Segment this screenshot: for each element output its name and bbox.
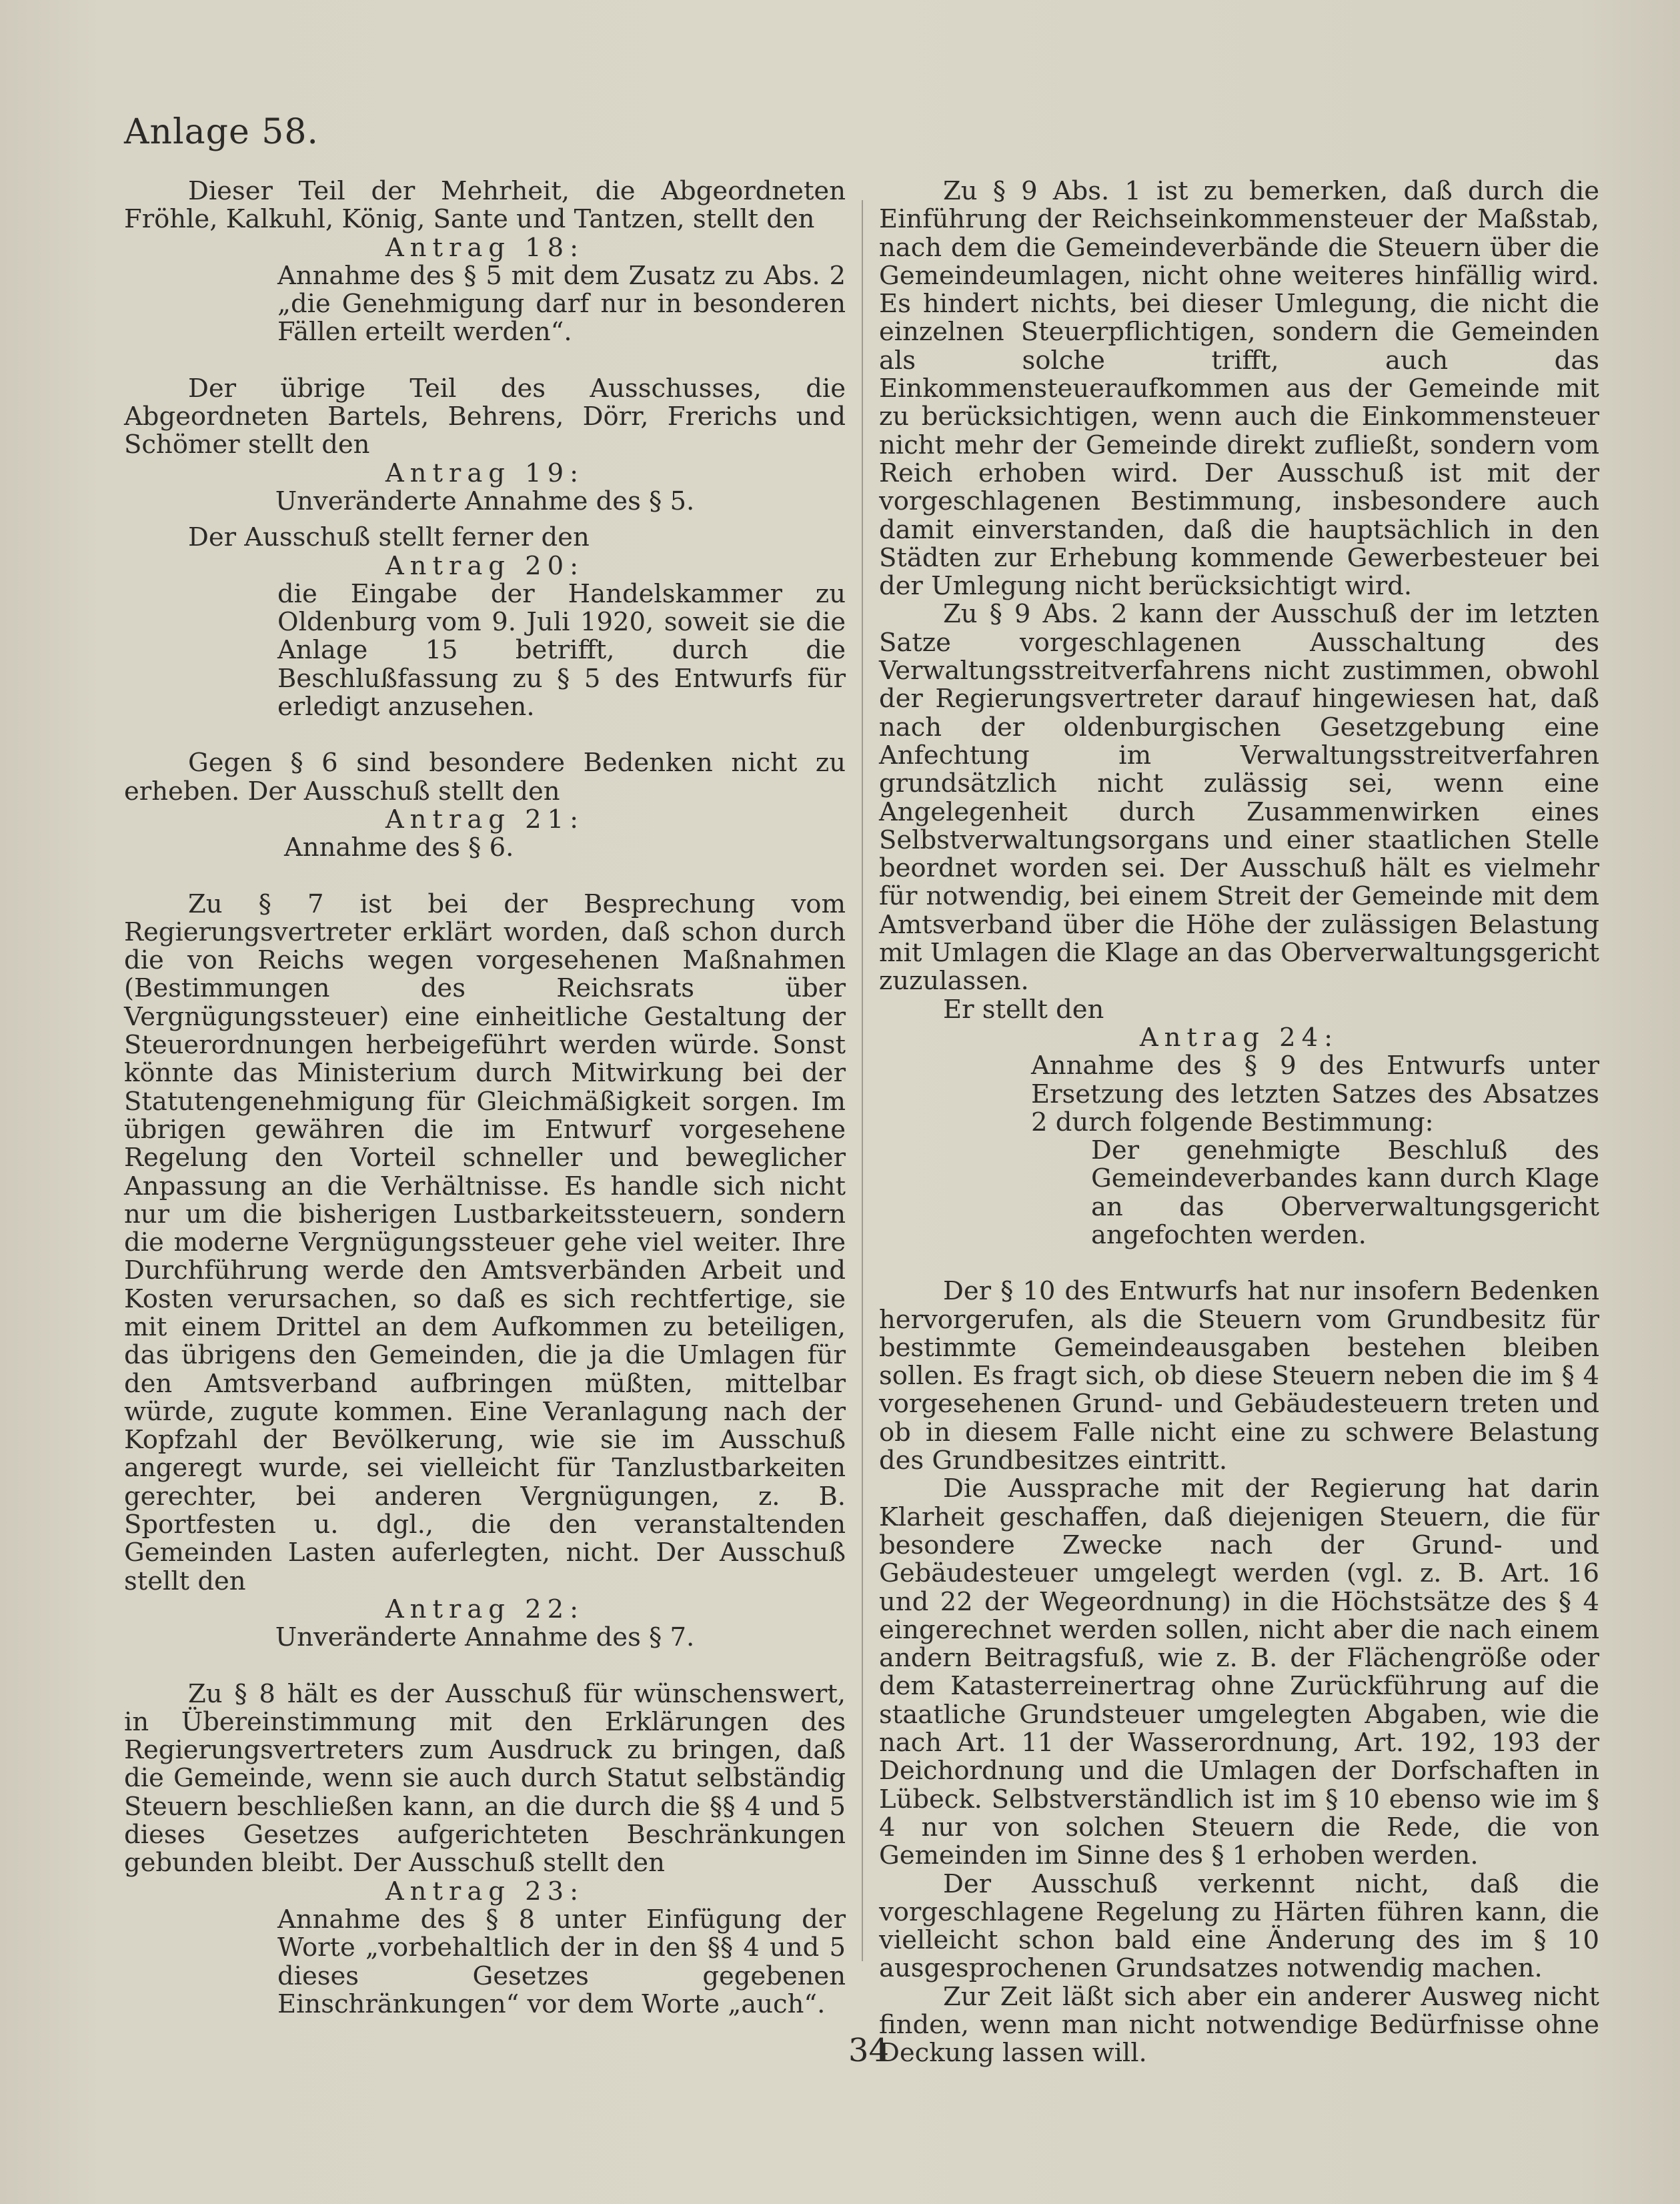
paragraph: Dieser Teil der Mehrheit, die Abgeordneten Fröhle, Kalkuhl, König, Sante und Tantzen, stellt den bbox=[124, 176, 846, 235]
antrag-text: Annahme des § 6. bbox=[284, 833, 514, 863]
antrag-text: die Eingabe der Handelskammer zu Oldenburg vom 9. Juli 1920, soweit sie die Anlage 15 betrifft, durch die Beschlußfassung zu § 5 des Entwurfs für erledigt anzusehen. bbox=[277, 578, 846, 722]
antrag-text: Unveränderte Annahme des § 5. bbox=[275, 486, 695, 516]
antrag-heading: Antrag 23: bbox=[385, 1876, 585, 1906]
page-number: 34 bbox=[848, 2032, 890, 2069]
antrag-text: Annahme des § 8 unter Einfügung der Worte „vorbehaltlich der in den §§ 4 und 5 dieses Gesetzes gegebenen Einschränkungen“ vor dem Worte „auch“. bbox=[277, 1904, 846, 2019]
antrag-text: Annahme des § 5 mit dem Zusatz zu Abs. 2 „die Genehmigung darf nur in besonderen Fällen erteilt werden“. bbox=[277, 260, 846, 348]
paragraph: Zu § 9 Abs. 2 kann der Ausschuß der im letzten Satze vorgeschlagenen Ausschaltung des Verwaltungsstreitverfahrens nicht zustimmen, obwohl der Regierungsvertreter darauf hingewiesen hat, daß nach der oldenburgischen Gesetzgebung eine Anfechtung im Verwaltungsstreitverfahren grundsätzlich nicht zulässig sei, wenn eine Angelegenheit durch Zusammenwirken eines Selbstverwaltungsorgans und einer staatlichen Stelle beordnet worden sei. Der Ausschuß hält es vielmehr für notwendig, bei einem Streit der Gemeinde mit dem Amtsverband über die Höhe der zulässigen Belastung mit Umlagen die Klage an das Oberverwaltungsgericht zuzulassen. bbox=[879, 599, 1599, 997]
paragraph: Der § 10 des Entwurfs hat nur insofern Bedenken hervorgerufen, als die Steuern vom Grundbesitz für bestimmte Gemeindeausgaben bestehen bleiben sollen. Es fragt sich, ob diese Steuern neben die im § 4 vorgesehenen Grund- und Gebäudesteuern treten und ob in diesem Falle nicht eine zu schwere Belastung des Grundbesitzes eintritt. bbox=[879, 1276, 1599, 1476]
page-header-title: Anlage 58. bbox=[124, 112, 319, 152]
antrag-heading: Antrag 24: bbox=[1139, 1022, 1339, 1053]
antrag-heading: Antrag 19: bbox=[385, 458, 585, 488]
right-column bbox=[879, 177, 1599, 2068]
paragraph: Der Ausschuß verkennt nicht, daß die vorgeschlagene Regelung zu Härten führen kann, die vielleicht schon bald eine Änderung des im § 10 ausgesprochenen Grundsatzes notwendig machen. bbox=[879, 1868, 1599, 1984]
antrag-heading: Antrag 21: bbox=[385, 804, 585, 835]
paragraph: Der Ausschuß stellt ferner den bbox=[188, 522, 590, 553]
paragraph: Gegen § 6 sind besondere Bedenken nicht zu erheben. Der Ausschuß stellt den bbox=[124, 748, 846, 806]
paragraph: Zu § 7 ist bei der Besprechung vom Regierungsvertreter erklärt worden, daß schon durch die von Reichs wegen vorgesehenen Maßnahmen (Bestimmungen des Reichsrats über Vergnügungssteuer) eine einheitliche Gestaltung der Steuerordnungen herbeigeführt werden würde. Sonst könnte das Ministerium durch Mitwirkung bei der Statutengenehmigung für Gleichmäßigkeit sorgen. Im übrigen gewähren die im Entwurf vorgesehene Regelung den Vorteil schneller und beweglicher Anpassung an die Verhältnisse. Es handle sich nicht nur um die bisherigen Lustbarkeitssteuern, sondern die moderne Vergnügungssteuer gehe viel weiter. Ihre Durchführung werde den Amtsverbänden Arbeit und Kosten verursachen, so daß es sich rechtfertige, sie mit einem Drittel an dem Aufkommen zu beteiligen, das übrigens den Gemeinden, die ja die Umlagen für den Amtsverband aufbringen müßten, mittelbar würde, zugute kommen. Eine Veranlagung nach der Kopfzahl der Bevölkerung, wie sie im Ausschuß angeregt wurde, sei vielleicht für Tanzlustbarkeiten gerechter, bei anderen Vergnügungen, z. B. Sportfesten u. dgl., die den veranstaltenden Gemeinden Lasten auferlegten, nicht. Der Ausschuß stellt den bbox=[124, 889, 846, 1596]
antrag-heading: Antrag 20: bbox=[385, 550, 585, 581]
left-column bbox=[124, 177, 846, 2019]
antrag-heading: Antrag 22: bbox=[385, 1594, 585, 1624]
antrag-quote: Der genehmigte Beschluß des Gemeindeverbandes kann durch Klage an das Oberverwaltungsgericht angefochten werden. bbox=[1091, 1135, 1599, 1250]
antrag-text: Annahme des § 9 des Entwurfs unter Ersetzung des letzten Satzes des Absatzes 2 durch folgende Bestimmung: bbox=[1031, 1051, 1599, 1137]
paragraph: Zu § 9 Abs. 1 ist zu bemerken, daß durch die Einführung der Reichseinkommensteuer der Maßstab, nach dem die Gemeindeverbände die Steuern über die Gemeindeumlagen, nicht ohne weiteres hinfällig wird. Es hindert nichts, bei dieser Umlegung, die nicht die einzelnen Steuerpflichtigen, sondern die Gemeinden als solche trifft, auch das Einkommensteueraufkommen aus der Gemeinde mit zu berücksichtigen, wenn auch die Einkommensteuer nicht mehr der Gemeinde direkt zufließt, sondern vom Reich erhoben wird. Der Ausschuß ist mit der vorgeschlagenen Bestimmung, insbesondere auch damit einverstanden, daß die hauptsächlich in den Städten zur Erhebung kommende Gewerbesteuer bei der Umlegung nicht berücksichtigt wird. bbox=[879, 176, 1599, 602]
paragraph: Er stellt den bbox=[943, 994, 1104, 1025]
paragraph: Die Aussprache mit der Regierung hat darin Klarheit geschaffen, daß diejenigen Steuern, die für besondere Zwecke nach der Grund- und Gebäudesteuer umgelegt werden (vgl. z. B. Art. 16 und 22 der Wegeordnung) in die Höchstsätze des § 4 eingerechnet werden sollen, nicht aber die nach einem andern Beitragsfuß, wie z. B. der Flächengröße oder dem Katasterreinertrag ohne Zurückführung auf die staatliche Grundsteuer umgelegten Abgaben, wie die nach Art. 11 der Wasserordnung, Art. 192, 193 der Deichordnung und die Umlagen der Dorfschaften in Lübeck. Selbstverständlich ist im § 10 ebenso wie im § 4 nur von solchen Steuern die Rede, die von Gemeinden im Sinne des § 1 erhoben werden. bbox=[879, 1474, 1599, 1871]
paragraph: Zu § 8 hält es der Ausschuß für wünschenswert, in Übereinstimmung mit den Erklärungen des Regierungsvertreters zum Ausdruck zu bringen, daß die Gemeinde, wenn sie auch durch Statut selbständig Steuern beschließen kann, an die durch die §§ 4 und 5 dieses Gesetzes aufgerichteten Beschränkungen gebunden bleibt. Der Ausschuß stellt den bbox=[124, 1678, 846, 1878]
column-divider bbox=[862, 200, 863, 1961]
antrag-heading: Antrag 18: bbox=[385, 232, 585, 263]
paragraph: Der übrige Teil des Ausschusses, die Abgeordneten Bartels, Behrens, Dörr, Frerichs und Schömer stellt den bbox=[124, 373, 846, 460]
paragraph: Zur Zeit läßt sich aber ein anderer Ausweg nicht finden, wenn man nicht notwendige Bedürfnisse ohne Deckung lassen will. bbox=[879, 1981, 1599, 2069]
antrag-text: Unveränderte Annahme des § 7. bbox=[275, 1622, 695, 1653]
